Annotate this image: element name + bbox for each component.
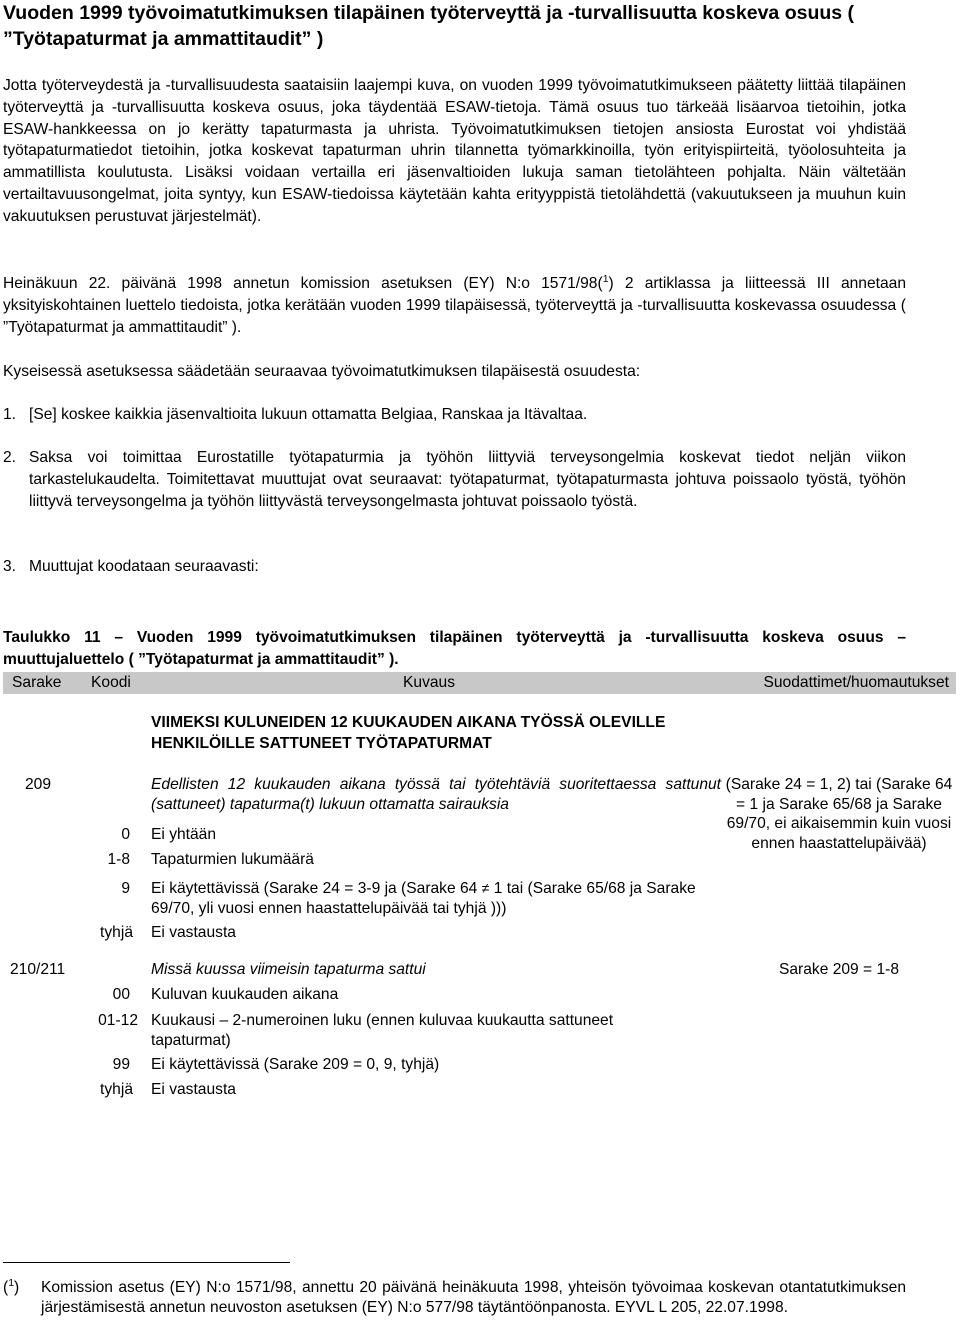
code-value: tyhjä	[100, 924, 133, 941]
code-label: Kuukausi – 2-numeroinen luku (ennen kuluvaa kuukautta sattuneet tapaturmat)	[151, 1012, 614, 1049]
code-value: 0	[121, 826, 130, 843]
code-value: 9	[121, 880, 130, 897]
lead-sentence: Kyseisessä asetuksessa säädetään seuraavaa työvoimatutkimuksen tilapäisestä osuudesta:	[3, 363, 641, 380]
footnote-text: Komission asetus (EY) N:o 1571/98, annettu 20 päivänä heinäkuuta 1998, yhteisön työvoimaa koskevan otantatutkimuksen järjestämisestä annetun neuvoston asetuksen (EY) N:o 577/98 täytäntöönpanosta. EYVL L 205, 22.07.1998.	[41, 1279, 906, 1316]
filter-note: (Sarake 24 = 1, 2) tai (Sarake 64 = 1 ja Sarake 65/68 ja Sarake 69/70, ei aikaisemmin kuin vuosi ennen haastattelupäivää)	[725, 776, 953, 852]
column-header-koodi: Koodi	[91, 674, 131, 691]
variable-description: Edellisten 12 kuukauden aikana työssä tai työtehtäviä suoritettaessa sattunut (sattuneet) tapaturma(t) lukuun ottamatta sairauksia	[151, 776, 721, 813]
sarake-number: 210/211	[10, 961, 66, 978]
code-label: Ei yhtään	[151, 826, 217, 843]
footnote	[3, 1278, 906, 1318]
code-label-part: Ei käytettävissä (Sarake 24 = 3-9 ja (Sarake 64	[151, 880, 482, 897]
regulation-paragraph	[3, 273, 906, 339]
code-label: Kuluvan kuukauden aikana	[151, 986, 339, 1003]
code-value: tyhjä	[100, 1081, 133, 1098]
regulation-text-end: ) 2 artiklassa ja liitteessä III annetaan yksityiskohtainen luettelo tiedoista, jotka kerätään vuoden 1999 tilapäisessä, työterveyttä ja -turvallisuutta koskevassa osuudessa ( ”Työtapaturmat ja ammattitaudit” ).	[3, 275, 906, 336]
code-label: Tapaturmien lukumäärä	[151, 851, 314, 868]
sarake-number: 209	[25, 776, 52, 793]
list-item-number: 3.	[3, 558, 17, 575]
code-value: 1-8	[107, 851, 130, 868]
code-label: Ei vastausta	[151, 1081, 236, 1098]
code-value: 00	[112, 986, 130, 1003]
column-header-suodattimet: Suodattimet/huomautukset	[763, 674, 949, 691]
code-label: Ei käytettävissä (Sarake 209 = 0, 9, tyhjä)	[151, 1056, 440, 1073]
table-caption: Taulukko 11 – Vuoden 1999 työvoimatutkimuksen tilapäinen työterveyttä ja -turvallisuutta koskeva osuus – muuttujaluettelo ( ”Työtapaturmat ja ammattitaudit” ).	[3, 629, 906, 668]
list-item-number: 2.	[3, 449, 17, 466]
intro-paragraph: Jotta työterveydestä ja -turvallisuudesta saataisiin laajempi kuva, on vuoden 1999 työvoimatutkimukseen päätetty liittää tilapäinen työterveyttä ja -turvallisuutta koskeva osuus, joka täydentää ESAW-tietoja. Tämä osuus tuo tärkeää lisäarvoa tietoihin, jotka ESAW-hankkeessa on jo kerätty tapaturmasta ja uhrista. Työvoimatutkimuksen tietojen ansiosta Eurostat voi yhdistää työtapaturmatiedot tietoihin, jotka koskevat tapaturman uhrin tilannetta työmarkkinoilla, työn erityispiirteitä, työolosuhteita ja ammatillista koulutusta. Lisäksi voidaan vertailla eri jäsenvaltioiden lukuja saman tietolähteen pohjalta. Näin vältetään vertailtavuusongelmat, joita syntyy, kun ESAW-tiedoissa käytetään kahta erityyppistä tietolähdettä (vakuutukseen ja muuhun kuin vakuutuksen perustuvat järjestelmät).	[3, 77, 906, 225]
code-label-part: 1 tai (Sarake 65/68 ja Sarake 69/70, yli vuosi ennen haastattelupäivää tai tyhjä )))	[151, 880, 696, 917]
list-item	[3, 447, 906, 513]
list-item-number: 1.	[3, 406, 17, 423]
not-equal-sign: ≠	[481, 880, 490, 896]
regulation-text-start: Heinäkuun 22. päivänä 1998 annetun komission asetuksen (EY) N:o 1571/98(	[3, 275, 603, 292]
column-header-kuvaus: Kuvaus	[403, 674, 456, 691]
list-item	[3, 404, 906, 426]
footnote-paren-close: )	[14, 1279, 20, 1296]
list-item-text: Saksa voi toimittaa Eurostatille työtapaturmia ja työhön liittyviä terveysongelmia koskevat tiedot neljän viikon tarkastelukaudelta. Toimitettavat muuttujat ovat seuraavat: työtapaturmat, työtapaturmasta johtuva poissaolo työstä, työhön liittyvä terveysongelma ja työhön liittyvästä terveysongelmasta johtuvat poissaolo työstä.	[29, 449, 906, 510]
column-header-sarake: Sarake	[12, 674, 62, 691]
code-value: 99	[112, 1056, 130, 1073]
footnote-number: 1	[8, 1276, 15, 1289]
footnote-marker	[3, 1278, 19, 1298]
footnote-paren-open: (	[3, 1279, 9, 1296]
footnote-reference[interactable]: 1	[602, 272, 609, 285]
footnote-divider	[3, 1262, 290, 1263]
section-heading: VIIMEKSI KULUNEIDEN 12 KUUKAUDEN AIKANA TYÖSSÄ OLEVILLE HENKILÖILLE SATTUNEET TYÖTAPATURMAT	[151, 714, 666, 752]
code-label	[151, 879, 706, 918]
code-label: Ei vastausta	[151, 924, 236, 941]
variable-description: Missä kuussa viimeisin tapaturma sattui	[151, 961, 426, 978]
page-title: Vuoden 1999 työvoimatutkimuksen tilapäinen työterveyttä ja -turvallisuutta koskeva osuus ( ”Työtapaturmat ja ammattitaudit” )	[3, 2, 855, 50]
list-item-text: [Se] koskee kaikkia jäsenvaltioita lukuun ottamatta Belgiaa, Ranskaa ja Itävaltaa.	[29, 406, 588, 423]
table-header-row	[3, 672, 956, 694]
list-item-text: Muuttujat koodataan seuraavasti:	[29, 558, 259, 575]
filter-note: Sarake 209 = 1-8	[778, 961, 900, 978]
list-item	[3, 556, 906, 578]
code-value: 01-12	[98, 1012, 138, 1029]
